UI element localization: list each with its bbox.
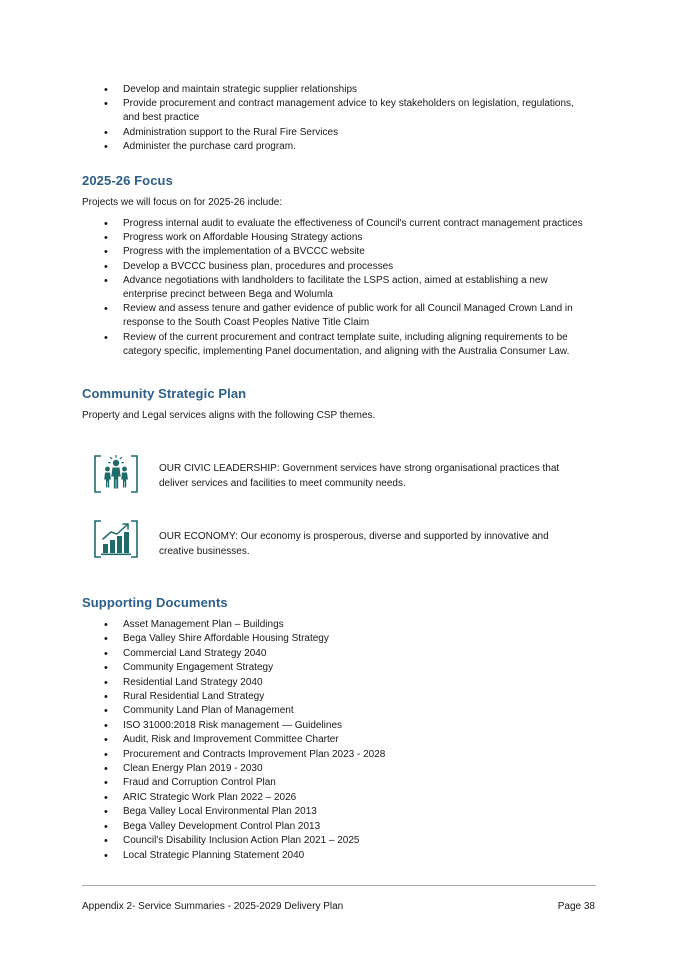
csp-intro: Property and Legal services aligns with the following CSP themes. [82,410,376,421]
list-item: • Progress work on Affordable Housing Strategy actions [0,231,593,245]
list-item: • Develop and maintain strategic supplier relationships [0,83,593,97]
list-item: • Review and assess tenure and gather evidence of public work for all Council Managed Crown Land in response to the South Coast Peoples Native Title Claim [0,302,593,330]
list-item: • Audit, Risk and Improvement Committee Charter [0,733,593,747]
intro-bullet-list [0,83,675,154]
list-item: • Review of the current procurement and contract template suite, including aligning requirements to be category specific, implementing Panel documentation, and aligning with the Australia Consumer Law. [0,331,593,359]
list-item: • Administer the purchase card program. [0,140,593,154]
csp-heading: Community Strategic Plan [82,386,247,401]
list-item: • Clean Energy Plan 2019 - 2030 [0,762,593,776]
list-item: • Bega Valley Shire Affordable Housing Strategy [0,632,593,646]
list-item: • Commercial Land Strategy 2040 [0,647,593,661]
list-item: • Council's Disability Inclusion Action Plan 2021 – 2025 [0,834,593,848]
list-item: • Administration support to the Rural Fire Services [0,126,593,140]
economy-icon [92,518,140,560]
list-item: • Bega Valley Local Environmental Plan 2013 [0,805,593,819]
list-item: • ISO 31000:2018 Risk management — Guidelines [0,719,593,733]
footer-document-title: Appendix 2- Service Summaries - 2025-2029 Delivery Plan [82,901,344,912]
civic-leadership-text: OUR CIVIC LEADERSHIP: Government services have strong organisational practices that deliver services and facilities to meet community needs. [159,463,560,489]
supporting-documents-heading: Supporting Documents [82,595,228,610]
list-item: • Procurement and Contracts Improvement Plan 2023 - 2028 [0,748,593,762]
list-item: • Fraud and Corruption Control Plan [0,776,593,790]
footer-divider [82,885,596,886]
list-item: • Bega Valley Development Control Plan 2013 [0,820,593,834]
list-item: • Progress with the implementation of a BVCCC website [0,245,593,259]
list-item: • Rural Residential Land Strategy [0,690,593,704]
list-item: • Community Land Plan of Management [0,704,593,718]
list-item: • Asset Management Plan – Buildings [0,618,593,632]
supporting-documents-list [0,618,675,863]
list-item: • Local Strategic Planning Statement 2040 [0,849,593,863]
list-item: • Advance negotiations with landholders to facilitate the LSPS action, aimed at establishing a new enterprise precinct between Bega and Wolumla [0,274,593,302]
focus-bullet-list [0,217,675,359]
civic-leadership-icon [92,453,140,495]
page-number: Page 38 [557,901,595,912]
focus-heading: 2025-26 Focus [82,173,173,188]
list-item: • Progress internal audit to evaluate the effectiveness of Council's current contract management practices [0,217,593,231]
list-item: • ARIC Strategic Work Plan 2022 – 2026 [0,791,593,805]
list-item: • Residential Land Strategy 2040 [0,676,593,690]
list-item: • Develop a BVCCC business plan, procedures and processes [0,260,593,274]
focus-intro: Projects we will focus on for 2025-26 include: [82,197,283,208]
economy-text: OUR ECONOMY: Our economy is prosperous, diverse and supported by innovative and creative businesses. [159,531,549,557]
list-item: • Provide procurement and contract management advice to key stakeholders on legislation, regulations, and best practice [0,97,593,125]
list-item: • Community Engagement Strategy [0,661,593,675]
